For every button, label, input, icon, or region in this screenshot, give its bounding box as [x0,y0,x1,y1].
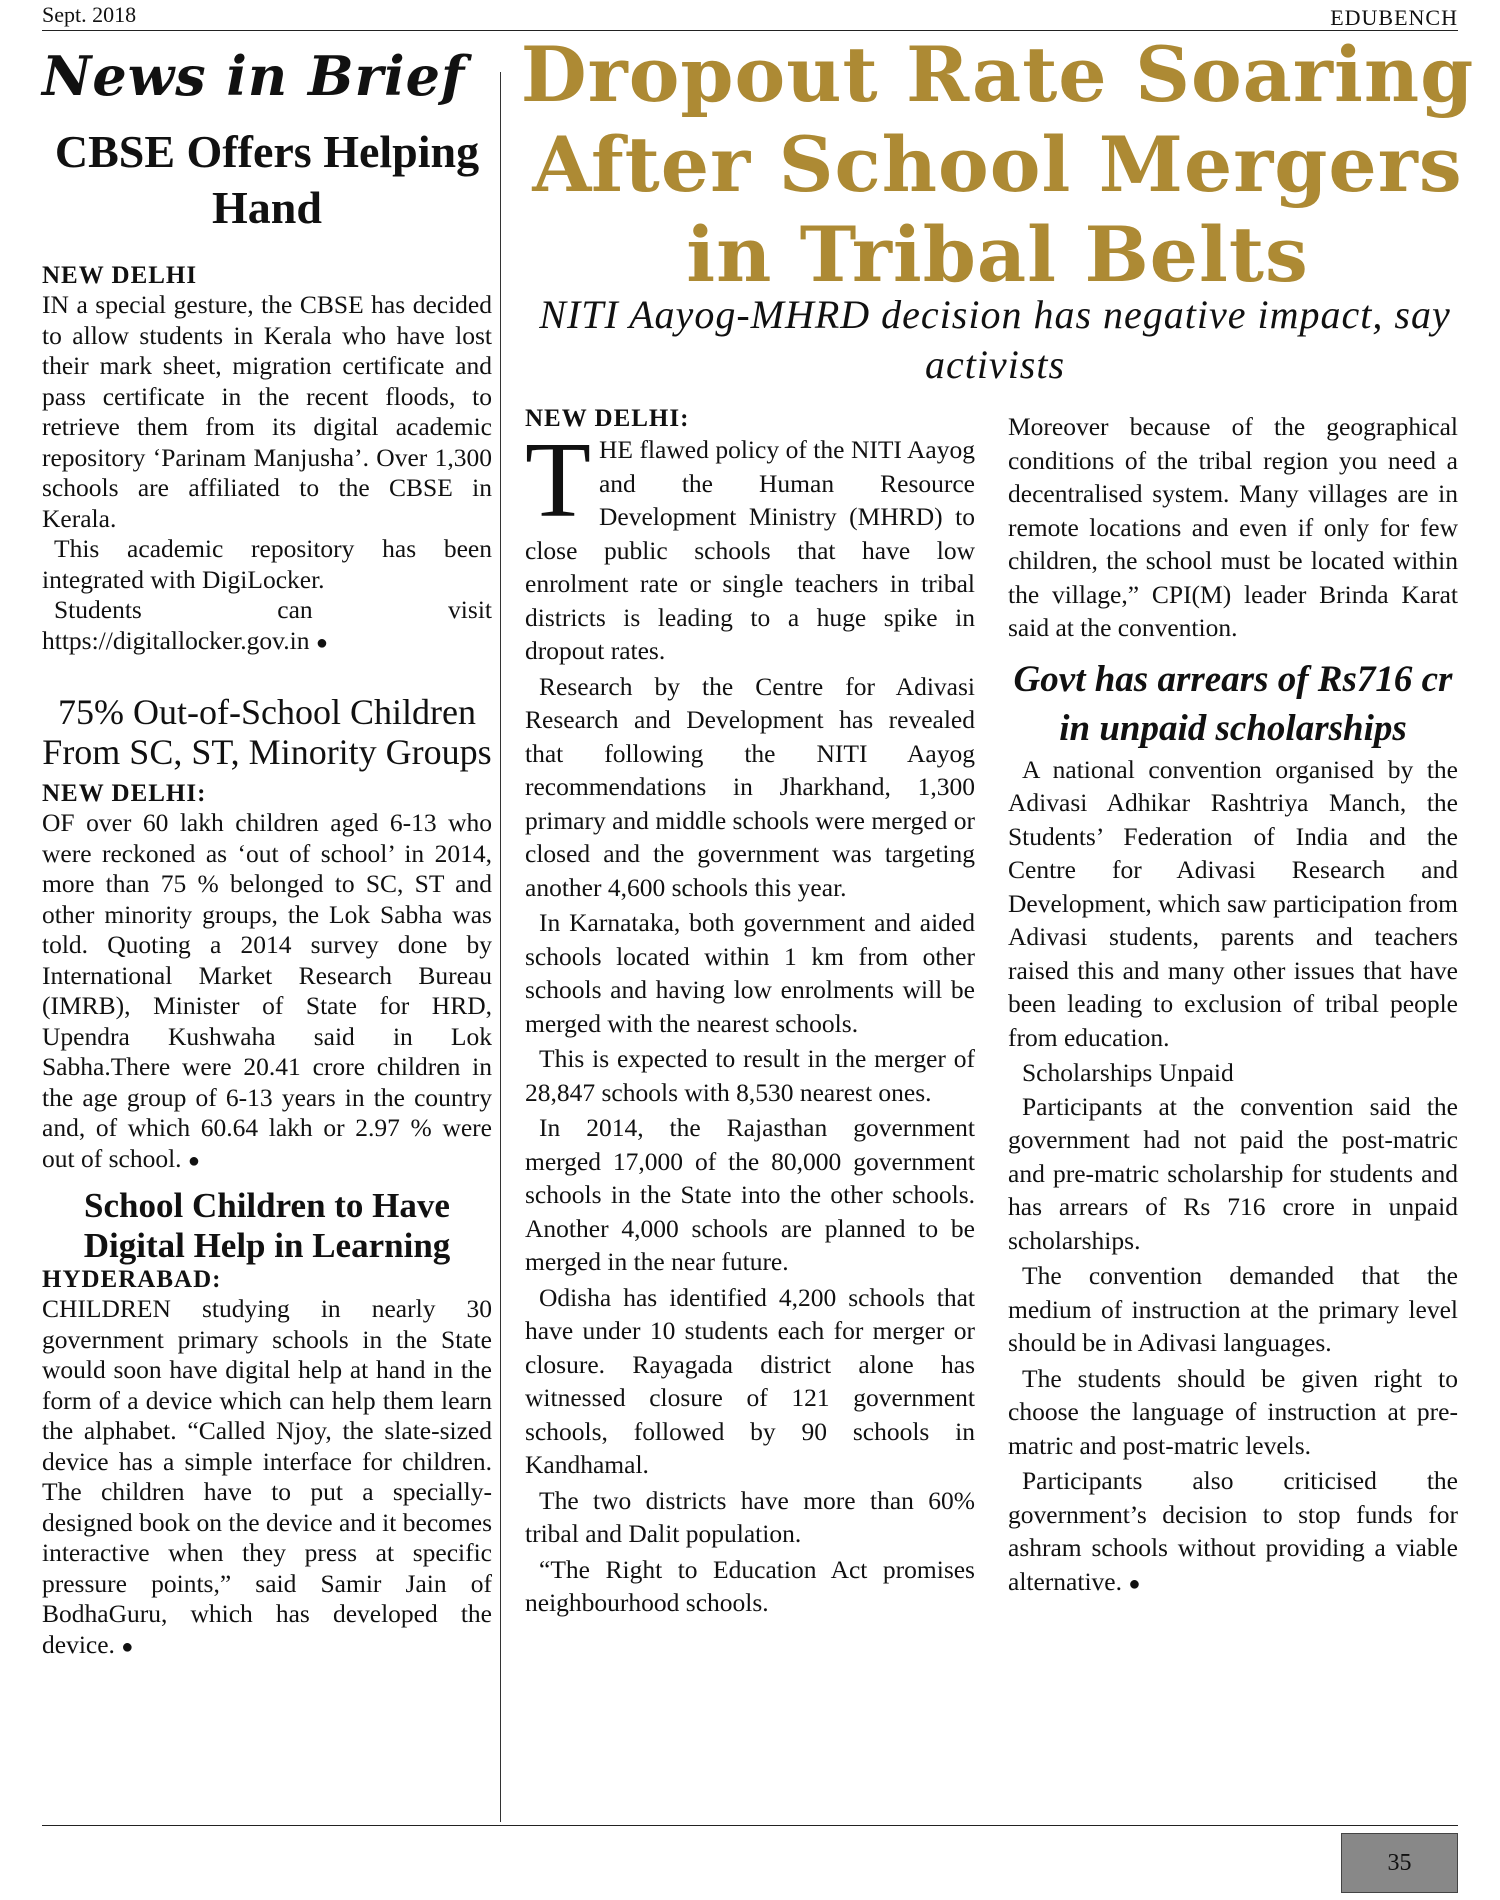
main-paragraph: Odisha has identified 4,200 schools that have under 10 students each for merger or closure. Rayagada district alone has witnessed closure of 121 government schools, followed by 90 schools in Kandhamal. [525,1282,975,1479]
story-3-paragraph-end [42,1294,492,1662]
right-paragraph: The students should be given right to choose the language of instruction at pre-matric and post-matric levels. [1008,1363,1458,1460]
right-paragraph: The convention demanded that the medium of instruction at the primary level should be in Adivasi languages. [1008,1261,1458,1357]
story-1-paragraph-end [42,595,492,658]
main-paragraph: In 2014, the Rajasthan government merged 17,000 of the 80,000 government schools in the State into the other schools. Another 4,000 schools are planned to be merged in the near future. [525,1113,975,1276]
story-3-headline: School Children to Have Digital Help in Learning [83,1186,451,1265]
publication-name: EDUBENCH [1330,5,1458,30]
news-in-brief-column [42,40,492,1662]
news-in-brief-title: News in Brief [42,44,466,108]
page-number: 35 [1387,1849,1412,1876]
main-deck: NITI Aayog-MHRD decision has negative impact, say activists [539,292,1451,387]
story-2-headline: 75% Out-of-School Children From SC, ST, Minority Groups [42,692,492,772]
end-bullet-icon: ● [1128,1572,1141,1595]
right-paragraph: Participants at the convention said the government had not paid the post-matric and pre-matric scholarship for students and has arrears of Rs 716 crore in unpaid scholarships. [1008,1091,1458,1255]
story-3-paragraph: CHILDREN studying in nearly 30 government primary schools in the State would soon have digital help at hand in the form of a device which can help them learn the alphabet. “Called Njoy, the slate-sized device has a simple interface for children. The children have to put a specially-designed book on the device and it becomes interactive when they press at specific pressure points,” said Samir Jain of BodhaGuru, which has developed the device. [42,1294,492,1659]
story-1-dateline: NEW DELHI [42,262,198,289]
story-3-dateline: HYDERABAD: [42,1266,222,1293]
story-1-paragraph: IN a special gesture, the CBSE has decided to allow students in Kerala who have lost their mark sheet, migration certificate and pass certificate in the recent floods, to retrieve them from its digital academic repository ‘Parinam Manjusha’. Over 1,300 schools are affiliated to the CBSE in Kerala. [42,290,492,533]
end-bullet-icon: ● [187,1149,200,1172]
header-rule [42,0,1458,31]
end-bullet-icon: ● [315,631,328,654]
page-number-box [1341,1833,1458,1893]
main-paragraph: “The Right to Education Act promises neighbourhood schools. [525,1554,975,1617]
story-1-headline: CBSE Offers Helping Hand [54,126,480,233]
main-paragraph: Research by the Centre for Adivasi Research and Development has revealed that following the NITI Aayog recommendations in Jharkhand, 1,300 primary and middle schools were merged or closed and the government was targeting another 4,600 schools this year. [525,671,975,902]
section-label: Scholarships Unpaid [1022,1058,1234,1087]
main-subhead: Govt has arrears of Rs716 cr in unpaid scholarships [1013,658,1453,749]
story-2-dateline: NEW DELHI: [42,780,207,807]
column-divider [500,72,501,1822]
right-paragraph: Moreover because of the geographical conditions of the tribal region you need a decentralised system. Many villages are in remote locations and even if only for few children, the school must be located within the village,” CPI(M) leader Brinda Karat said at the convention. [1008,412,1458,642]
right-paragraph: A national convention organised by the Adivasi Adhikar Rashtriya Manch, the Students’ Federation of India and the Centre for Adivasi Research and Development, which saw participation from Adivasi students, parents and teachers raised this and many other issues that have been leading to exclusion of tribal people from education. [1008,754,1458,1052]
right-paragraph: Participants also criticised the government’s decision to stop funds for ashram schools without providing a viable alternative. [1008,1466,1458,1596]
main-dateline: NEW DELHI: [525,405,690,432]
story-2-paragraph-end [42,808,492,1176]
story-2-paragraph: OF over 60 lakh children aged 6-13 who were reckoned as ‘out of school’ in 2014, more than 75 % belonged to SC, ST and other minority groups, the Lok Sabha was told. Quoting a 2014 survey done by International Market Research Bureau (IMRB), Minister of State for HRD, Upendra Kushwaha said in Lok Sabha.There were 20.41 crore children in the age group of 6-13 years in the country and, of which 60.64 lakh or 2.97 % were out of school. [42,808,492,1173]
main-headline: Dropout Rate Soaring After School Mergers in Tribal Belts [520,30,1475,299]
end-bullet-icon: ● [121,1635,134,1658]
issue-date: Sept. 2018 [42,2,137,27]
story-1-paragraph: Students can visit https://digitallocker.gov.in [42,595,492,655]
main-paragraph: In Karnataka, both government and aided schools located within 1 km from other schools and having low enrolments will be merged with the nearest schools. [525,908,975,1038]
drop-cap: T [525,421,591,540]
main-story-column-1 [525,405,975,1622]
main-lead [525,421,975,668]
story-1-paragraph: This academic repository has been integrated with DigiLocker. [42,534,492,594]
main-paragraph: The two districts have more than 60% tribal and Dalit population. [525,1485,975,1548]
footer-rule [42,1825,1458,1826]
main-story-column-2 [1008,410,1458,1603]
main-lead-text: HE flawed policy of the NITI Aayog and the Human Resource Development Ministry (MHRD) to close public schools that have low enrolment rate or single teachers in tribal districts is leading to a huge spike in dropout rates. [525,435,975,665]
right-paragraph-end [1008,1464,1458,1601]
main-paragraph: This is expected to result in the merger of 28,847 schools with 8,530 nearest ones. [525,1044,975,1107]
